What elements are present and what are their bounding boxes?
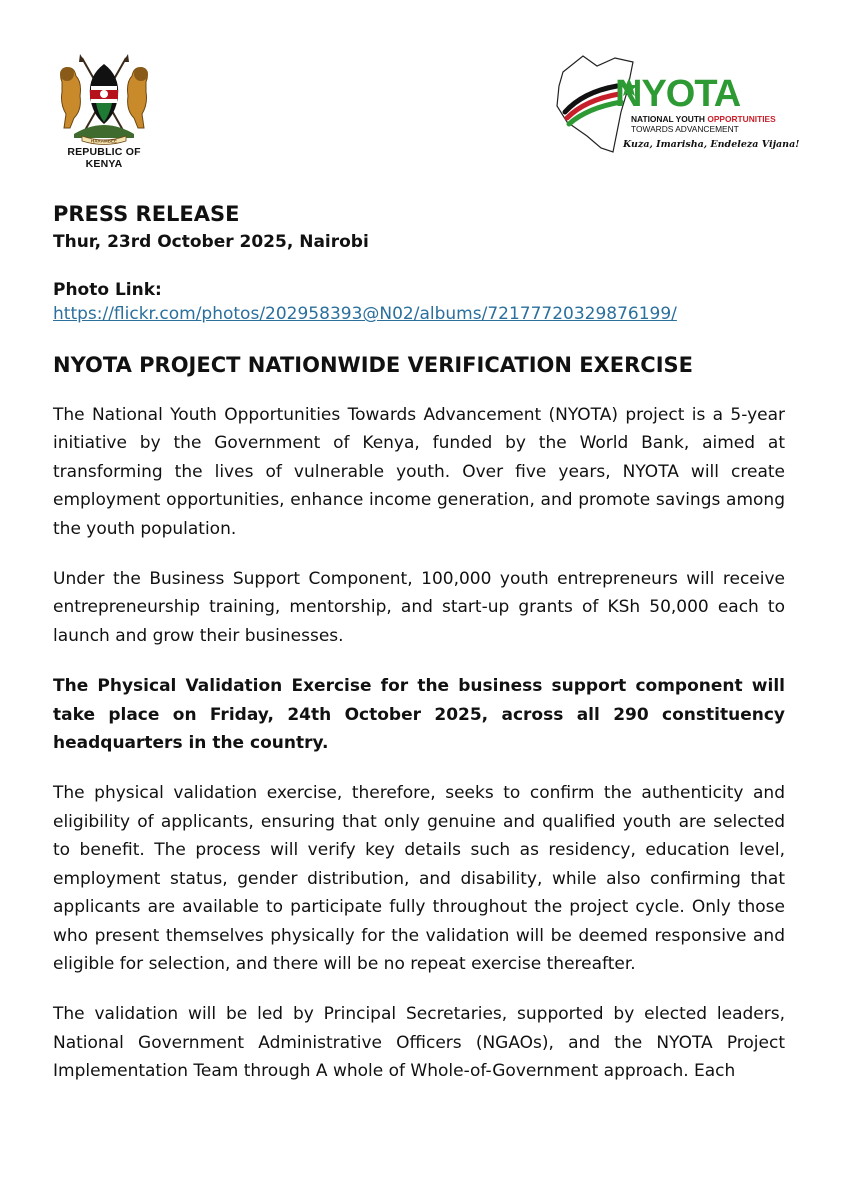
nyota-logo: [553, 52, 800, 160]
nyota-wordmark: NYOTA: [615, 73, 741, 115]
press-release-body: [53, 198, 785, 1086]
paragraph: The National Youth Opportunities Towards Advancement (NYOTA) project is a 5-year initiative by the Government of Kenya, funded by the World Bank, aimed at transforming the lives of vulnerable youth. Over five years, NYOTA will create employment opportunities, enhance income generation, and promote savings among the youth population.: [53, 405, 785, 539]
paragraph-highlight: The Physical Validation Exercise for the business support component will take place on Friday, 24th October 2025, across all 290 constituency headquarters in the country.: [53, 676, 785, 754]
page-title: PRESS RELEASE: [53, 202, 240, 226]
coat-of-arms-icon: [52, 52, 156, 146]
paragraph: Under the Business Support Component, 100,000 youth entrepreneurs will receive entrepreneurship training, mentorship, and start-up grants of KSh 50,000 each to launch and grow their businesses.: [53, 569, 785, 646]
paragraph: The validation will be led by Principal Secretaries, supported by elected leaders, National Government Administrative Officers (NGAOs), and the NYOTA Project Implementation Team through A whole of Whole-of-Government approach. Each: [53, 1004, 785, 1082]
kenya-coat-of-arms-logo: [48, 52, 160, 170]
document-header: [0, 0, 853, 175]
headline: NYOTA PROJECT NATIONWIDE VERIFICATION EXERCISE: [53, 353, 693, 377]
nyota-tagline-line2: TOWARDS ADVANCEMENT: [631, 124, 739, 134]
date-line: Thur, 23rd October 2025, Nairobi: [53, 232, 369, 252]
coat-of-arms-motto: HARAMBEE: [90, 138, 118, 144]
photo-link[interactable]: https://flickr.com/photos/202958393@N02/albums/72177720329876199/: [53, 304, 677, 324]
coat-of-arms-caption: REPUBLIC OF KENYA: [67, 146, 141, 170]
photo-link-label: Photo Link:: [53, 280, 162, 300]
nyota-tagline-red: OPPORTUNITIES: [707, 114, 776, 124]
nyota-slogan: Kuza, Imarisha, Endeleza Vijana!: [623, 139, 800, 150]
paragraph: The physical validation exercise, therefore, seeks to confirm the authenticity and eligibility of applicants, ensuring that only genuine and qualified youth are selected to benefit. The process will verify key details such as residency, education level, employment status, gender distribution, and disability, while also confirming that applicants are available to participate fully throughout the project cycle. Only those who present themselves physically for the validation will be deemed responsive and eligible for selection, and there will be no repeat exercise thereafter.: [53, 783, 785, 974]
nyota-tagline-black: NATIONAL YOUTH: [631, 114, 705, 124]
nyota-tagline-line1: [631, 114, 776, 124]
